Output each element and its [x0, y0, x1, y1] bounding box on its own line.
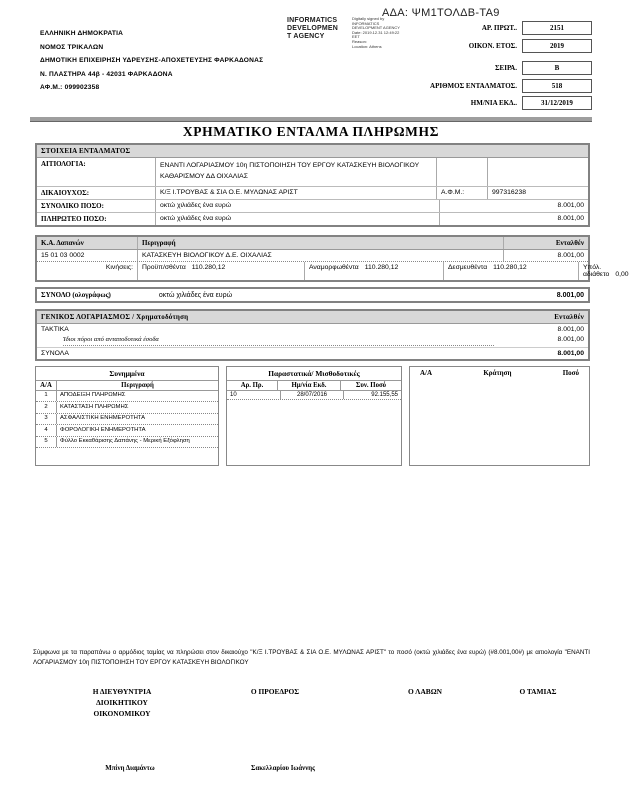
attachment-row: 2 ΚΑΤΑΣΤΑΣΗ ΠΛΗΡΩΜΗΣ [36, 402, 218, 414]
field-label: ΣΕΙΡΑ. [494, 64, 517, 72]
invoice-number: 10 [227, 391, 281, 399]
document-body [30, 117, 629, 466]
withholdings-aa-header: Α/Α [420, 368, 433, 377]
ledger-name: ΤΑΚΤΙΚΑ [41, 325, 69, 333]
beneficiary-label: ΔΙΚΑΙΟΥΧΟΣ: [41, 189, 90, 197]
justification-row [37, 158, 588, 186]
ledger-totals-amount: 8.001,00 [557, 350, 584, 357]
field-value: 2019 [522, 39, 592, 53]
general-ledger-header [37, 311, 588, 324]
committed-amount: Δεσμευθέντα 110.280,12 [443, 262, 578, 280]
signatory-director: Η ΔΙΕΥΘΥΝΤΡΙΑ ΔΙΟΙΚΗΤΙΚΟΥ ΟΙΚΟΝΟΜΙΚΟΥ [92, 687, 152, 718]
issuer-block [40, 27, 263, 95]
horizontal-rule [30, 117, 592, 122]
ledger-row-regular [37, 324, 588, 334]
invoice-amount-header: Συν. Ποσό [355, 381, 387, 389]
order-details-section [35, 143, 590, 227]
payable-amount-label: ΠΛΗΡΩΤΕΟ ΠΟΣΟ: [41, 215, 107, 223]
justification-label: ΑΙΤΙΟΛΟΓΙΑ: [41, 160, 86, 168]
invoice-row [227, 391, 401, 400]
attachment-row: 4 ΦΟΡΟΛΟΓΙΚΗ ΕΝΗΜΕΡΟΤΗΤΑ [36, 425, 218, 437]
expense-desc: ΚΑΤΑΣΚΕΥΗ ΒΙΟΛΟΓΙΚΟΥ Δ.Ε. ΟΙΧΑΛΙΑΣ [137, 250, 503, 261]
total-amount-value: 8.001,00 [439, 200, 588, 212]
attachment-row: 3 ΑΣΦΑΛΙΣΤΙΚΗ ΕΝΗΜΕΡΟΤΗΤΑ [36, 414, 218, 426]
field-issue-date [312, 96, 592, 110]
general-ledger-amount-header: Ενταλθέν [554, 313, 584, 321]
empty-cell [436, 158, 487, 186]
attachments-desc-header: Περιγραφή [121, 381, 154, 389]
attachment-row: 5 Φύλλο Εκκαθάρισης Δαπάνης - Μερική Εξόφληση [36, 437, 218, 449]
total-amount-row [37, 199, 588, 212]
attachments-aa-header: Α/Α [36, 381, 57, 390]
header-fields [312, 21, 592, 114]
vat-value: 997316238 [487, 187, 588, 199]
payable-amount-words: οκτώ χιλιάδες ένα ευρώ [155, 213, 439, 225]
general-ledger-title: ΓΕΝΙΚΟΣ ΛΟΓΑΡΙΑΣΜΟΣ / Χρηματοδότηση [41, 313, 189, 321]
attachments-panel [35, 366, 219, 466]
invoice-num-header: Αρ. Πρ. [227, 381, 278, 390]
expense-desc-header: Περιγραφή [137, 237, 503, 249]
issuer-line: ΔΗΜΟΤΙΚΗ ΕΠΙΧΕΙΡΗΣΗ ΥΔΡΕΥΣΗΣ-ΑΠΟΧΕΤΕΥΣΗΣ ΦΑΡΚΑΔΟΝΑΣ [40, 57, 264, 64]
field-series [312, 61, 592, 75]
unallocated-balance: Υπόλ. αδιάθετο 0,00 [578, 262, 588, 280]
invoices-panel [226, 366, 402, 466]
stamp-signature-details: Digitally signed by INFORMATICS DEVELOPMENT AGENCY Date: 2019.12.31 12:49:22 EET Reason: Location: Athens [352, 16, 400, 49]
movements-label: Κινήσεις: [105, 264, 133, 271]
ledger-subname: Ίδιοι πόροι από ανταποδοτικά έσοδα [63, 336, 494, 346]
issuer-line: Ν. ΠΛΑΣΤΗΡΑ 44β - 42031 ΦΑΡΚΑΔΟΝΑ [40, 70, 173, 78]
beneficiary-value: Κ/Ξ Ι.ΤΡΟΥΒΑΣ & ΣΙΑ Ο.Ε. ΜΥΛΩΝΑΣ ΑΡΙΣΤ [155, 187, 436, 199]
ledger-amount: 8.001,00 [557, 335, 584, 343]
attachments-title: Συνημμένα [36, 367, 218, 381]
ledger-amount: 8.001,00 [557, 325, 584, 333]
payable-amount-value: 8.001,00 [439, 213, 588, 225]
withholdings-header [410, 367, 589, 379]
empty-cell [487, 158, 588, 186]
bottom-tables [35, 366, 590, 466]
grand-total-words: οκτώ χιλιάδες ένα ευρώ [158, 291, 233, 299]
section-header: ΣΤΟΙΧΕΙΑ ΕΝΤΑΛΜΑΤΟΣ [37, 145, 588, 158]
expense-code-section [35, 235, 629, 282]
expense-amount-header: Ενταλθέν [503, 237, 588, 249]
total-amount-words: οκτώ χιλιάδες ένα ευρώ [155, 200, 439, 212]
grand-total-amount: 8.001,00 [556, 291, 584, 299]
movements-row [37, 262, 629, 280]
president-name: Σακελλαρίου Ιωάννης [251, 765, 315, 772]
field-value: Β [522, 61, 592, 75]
ledger-totals-row [37, 347, 588, 359]
signatory-president: Ο ΠΡΟΕΔΡΟΣ [250, 687, 300, 696]
justification-value: ΕΝΑΝΤΙ ΛΟΓΑΡΙΑΣΜΟΥ 10η ΠΙΣΤΟΠΟΙΗΣΗ ΤΟΥ ΕΡΓΟΥ ΚΑΤΑΣΚΕΥΗ ΒΙΟΛΟΓΙΚΟΥ ΚΑΘΑΡΙΣΜΟΥ ΔΔ ΟΙΧΑΛΙΑΣ [155, 158, 436, 186]
expense-code: 15 01 03 0002 [41, 252, 85, 259]
field-value: 31/12/2019 [522, 96, 592, 110]
director-name: Μπίνη Διαμάντω [105, 765, 155, 772]
attachment-row: 1 ΑΠΟΔΕΙΞΗ ΠΛΗΡΩΜΗΣ [36, 391, 218, 403]
withholdings-panel [409, 366, 590, 466]
attachments-subheader [36, 381, 218, 391]
issuer-line: ΕΛΛΗΝΙΚΗ ΔΗΜΟΚΡΑΤΙΑ [40, 30, 124, 37]
signatory-treasurer: Ο ΤΑΜΙΑΣ [519, 687, 557, 696]
total-amount-label: ΣΥΝΟΛΙΚΟ ΠΟΣΟ: [41, 202, 104, 210]
field-label: ΗΜ/ΝΙΑ ΕΚΔ.. [470, 99, 517, 107]
general-ledger-section [35, 309, 590, 361]
budgeted-amount: Προϋπ/σθέντα 110.280,12 [137, 262, 304, 280]
field-value: 2151 [522, 21, 592, 35]
stamp-agency-name: INFORMATICS DEVELOPMEN T AGENCY [287, 17, 339, 40]
payable-amount-row [37, 212, 588, 225]
field-order-number [312, 79, 592, 93]
invoice-amount: 92.155,55 [371, 391, 398, 398]
field-fiscal-year [312, 39, 592, 53]
field-value: 518 [522, 79, 592, 93]
invoices-subheader [227, 381, 401, 391]
signatory-recipient: Ο ΛΑΒΩΝ [407, 687, 442, 696]
grand-total-row [35, 287, 590, 303]
invoice-date-header: Ημ/νία Εκδ. [278, 381, 341, 390]
withholdings-amount-header: Ποσό [562, 368, 579, 377]
field-label: ΟΙΚΟΝ. ΕΤΟΣ. [468, 41, 517, 50]
invoices-title: Παραστατικά/ Μισθοδοτικές [227, 367, 401, 381]
expense-code-header: Κ.Α. Δαπανών [41, 239, 84, 247]
invoice-date: 28/07/2016 [281, 391, 344, 399]
issuer-line: ΑΦ.Μ.: 099902358 [40, 84, 100, 91]
beneficiary-row [37, 186, 588, 199]
issuer-line: ΝΟΜΟΣ ΤΡΙΚΑΛΩΝ [40, 43, 104, 51]
payment-instruction-paragraph: Σύμφωνα με τα παραπάνω ο αρμόδιος ταμίας να πληρώσει στον δικαιούχο "Κ/Ξ Ι.ΤΡΟΥΒΑΣ & ΣΙΑ Ο.Ε. ΜΥΛΩΝΑΣ ΑΡΙΣΤ" το ποσό (οκτώ χιλιάδες ένα ευρώ) (#8.001,00#) με αιτιολογία "ΕΝΑΝΤΙ ΛΟΓΑΡΙΑΣΜΟΥ 10η ΠΙΣΤΟΠΟΙΗΣΗ ΤΟΥ ΕΡΓΟΥ ΚΑΤΑΣΚΕΥΗ ΒΙΟΛΟΓΙΚΟΥ [33, 649, 590, 666]
grand-total-label: ΣΥΝΟΛΟ (ολογράφως) [41, 291, 111, 299]
field-protocol-number [312, 21, 592, 35]
document-title: ΧΡΗΜΑΤΙΚΟ ΕΝΤΑΛΜΑ ΠΛΗΡΩΜΗΣ [182, 124, 440, 139]
ledger-totals-label: ΣΥΝΟΛΑ [41, 350, 69, 357]
ada-code: ΑΔΑ: ΨΜ1ΤΟΛΔΒ-ΤΑ9 [382, 7, 500, 19]
withholdings-name-header: Κράτηση [483, 368, 512, 377]
vat-label: Α.Φ.Μ.: [436, 187, 487, 199]
expense-amount: 8.001,00 [503, 250, 588, 261]
ledger-row-own-resources [37, 334, 588, 347]
expense-row [37, 250, 588, 262]
expense-table-header [37, 237, 588, 250]
field-label: ΑΡ. ΠΡΩΤ.. [481, 24, 517, 32]
field-label: ΑΡΙΘΜΟΣ ΕΝΤΑΛΜΑΤΟΣ. [430, 81, 517, 90]
revised-amount: Αναμορφωθέντα 110.280,12 [304, 262, 443, 280]
